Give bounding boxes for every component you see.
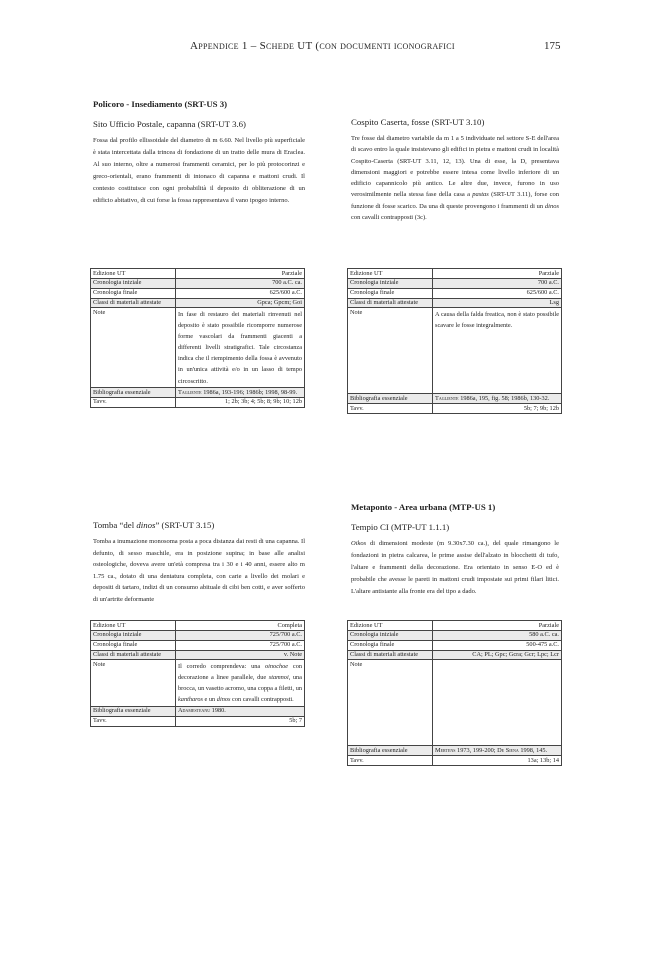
value-tavv: 13a; 13b; 14 [433,756,562,766]
value-cron-finale: 500-475 a.C. [433,640,562,650]
value-biblio: Mertens 1973, 199-200; De Siena 1998, 145. [433,746,562,756]
value-cron-iniziale: 580 a.C. ca. [433,630,562,640]
value-biblio [176,706,305,716]
label-cron-finale: Cronologia finale [91,640,176,650]
biblio-rest: 1986a, 193-196; 1986b; 1998, 98-99. [201,388,298,396]
value-edizione: Parziale [433,621,562,631]
ut-table-3-6 [90,268,305,408]
biblio-author: Tagliente [178,388,202,396]
label-tavv: Tavv. [91,397,176,407]
label-note: Note [348,660,433,746]
label-biblio: Bibliografia essenziale [348,394,433,404]
label-classi: Classi di materiali attestate [348,298,433,308]
label-note: Note [91,308,176,388]
label-classi: Classi di materiali attestate [91,298,176,308]
label-biblio: Bibliografia essenziale [91,706,176,716]
value-note [433,660,562,746]
label-edizione: Edizione UT [348,621,433,631]
label-cron-iniziale: Cronologia iniziale [348,278,433,288]
label-biblio: Bibliografia essenziale [348,746,433,756]
value-cron-iniziale: 725/700 a.C. [176,630,305,640]
value-cron-iniziale: 700 a.C. ca. [176,278,305,288]
running-header: Appendice 1 – Schede UT (con documenti iconografici [190,40,455,52]
label-classi: Classi di materiali attestate [348,650,433,660]
value-note: In fase di restauro dei materiali rinvenuti nel deposito è stato possibile ricomporre numerose forme vascolari da frammenti giacenti a differenti livelli stratigrafici. Tale circostanza indica che il riempimento della fossa è avvenuto in un'unica attività e/o in un lasso di tempo circoscritto. [176,308,305,388]
ut-title: Sito Ufficio Postale, capanna (SRT-UT 3.6) [93,119,246,129]
ut-title: Tomba “del dinos” (SRT-UT 3.15) [93,520,215,530]
biblio-author: Tagliente [435,394,459,402]
label-cron-iniziale: Cronologia iniziale [91,630,176,640]
label-biblio: Bibliografia essenziale [91,388,176,398]
value-cron-finale: 625/600 a.C. [176,288,305,298]
site-title-policoro: Policoro - Insediamento (SRT-US 3) [93,99,228,109]
label-edizione: Edizione UT [91,269,176,279]
value-biblio [176,388,305,398]
label-cron-iniziale: Cronologia iniziale [348,630,433,640]
page-number: 175 [544,40,561,52]
label-classi: Classi di materiali attestate [91,650,176,660]
label-note: Note [348,308,433,394]
label-edizione: Edizione UT [348,269,433,279]
value-edizione: Parziale [176,269,305,279]
block-srt-ut-3-10 [351,117,559,223]
value-tavv: 5b; 7 [176,716,305,726]
ut-table-3-10 [347,268,562,414]
ut-table-1-1-1 [347,620,562,766]
ut-title: Cospito Caserta, fosse (SRT-UT 3.10) [351,117,485,127]
label-tavv: Tavv. [348,756,433,766]
value-note: A causa della falda freatica, non è stato possibile scavare le fosse integralmente. [433,308,562,394]
value-tavv: 5b; 7; 9b; 12b [433,404,562,414]
biblio-rest: 1986a, 195, fig. 58; 1986b, 130-32. [458,394,550,402]
block-srt-ut-3-6 [93,99,305,207]
label-note: Note [91,660,176,706]
value-cron-iniziale: 700 a.C. [433,278,562,288]
ut-description: Fossa dal profilo ellissoidale del diametro di m 6.60. Nel livello più superficiale è stata intercettata dalla trincea di fondazione di un tratto delle mura di Eraclea. Al suo interno, oltre a numerosi frammenti ceramici, per lo più protocorinzi e greco-orientali, erano frammenti di intonaco di capanna e mattoni crudi. Il contesto costituisce con ogni probabilità il deposito di obliterazione di un edificio abitativo, di cui forse la fossa rappresentava il vano ipogeo interno. [93,137,305,204]
value-biblio [433,394,562,404]
label-cron-finale: Cronologia finale [348,640,433,650]
site-title-metaponto: Metaponto - Area urbana (MTP-US 1) [351,502,496,512]
value-classi: Gpca; Gpcm; Goi [176,298,305,308]
biblio-author: Adamesteanu [178,707,211,715]
label-cron-finale: Cronologia finale [348,288,433,298]
ut-description: Tomba a inumazione monosoma posta a poca distanza dai resti di una capanna. Il defunto, di sesso maschile, era in posizione supina; in base alle analisi osteologiche, doveva avere un'età compresa tra i 30 e i 40 anni, essere alto m 1.75 ca., dotato di una dentatura completa, con carie a livello dei molari e depositi di tartaro, indizi di un consumo abituale di cibi ben cotti, e aver sofferto di un'artrite deformante [93,538,305,603]
block-srt-ut-3-15 [93,520,305,605]
ut-description: Tre fosse dal diametro variabile da m 1 a 5 individuate nel settore S-E dell'area di scavo entro la quale insistevano gli edifici in pietra e mattoni crudi in località Cospito-Caserta (SRT-UT 3.11, 12, 13). Una di esse, la D, presentava dimensioni maggiori e potrebbe essere intesa come livello inferiore di un edificio capannicolo più antico. Le altre due, invece, furono in uso verosimilmente nella stessa fase della casa a pastas (SRT-UT 3.11), forse con funzione di fosse scarico. Da una di queste provengono i frammenti di un dinos con cavalli contrapposti (3c). [351,135,559,222]
biblio-author: Mertens [435,746,456,754]
value-edizione: Parziale [433,269,562,279]
value-edizione: Completa [176,621,305,631]
value-cron-finale: 625/600 a.C. [433,288,562,298]
value-classi: v. Note [176,650,305,660]
label-cron-iniziale: Cronologia iniziale [91,278,176,288]
ut-title: Tempio CI (MTP-UT 1.1.1) [351,522,450,532]
value-tavv: 1; 2b; 3b; 4; 5b; 8; 9b; 10; 12b [176,397,305,407]
label-tavv: Tavv. [91,716,176,726]
label-tavv: Tavv. [348,404,433,414]
block-mtp-ut-1-1-1 [351,502,559,598]
ut-table-3-15 [90,620,305,727]
biblio-rest: 1980. [210,707,226,715]
value-classi: CA; PL; Gpc; Gcra; Gcr; Lpc; Lcr [433,650,562,660]
label-cron-finale: Cronologia finale [91,288,176,298]
ut-description: Oikos di dimensioni modeste (m 9.30x7.30 ca.), del quale rimangono le fondazioni in pietra calcarea, le prime assise dell'alzato in blocchetti di tufo, l'altare e frammenti della decorazione. Era orientato in senso E-O ed è probabile che avesse le pareti in mattoni crudi impostate sui primi filari litici. L'altare antistante alla fronte era del tipo a dado. [351,540,559,595]
value-cron-finale: 725/700 a.C. [176,640,305,650]
biblio-author-2: De Siena [497,746,519,754]
value-classi: Lsg [433,298,562,308]
value-note: Il corredo comprendeva: una oinochoe con decorazione a linee parallele, due stamnoi, una brocca, un vasetto acromo, una coppa a filetti, un kantharos e un dinos con cavalli contrapposti. [176,660,305,706]
label-edizione: Edizione UT [91,621,176,631]
